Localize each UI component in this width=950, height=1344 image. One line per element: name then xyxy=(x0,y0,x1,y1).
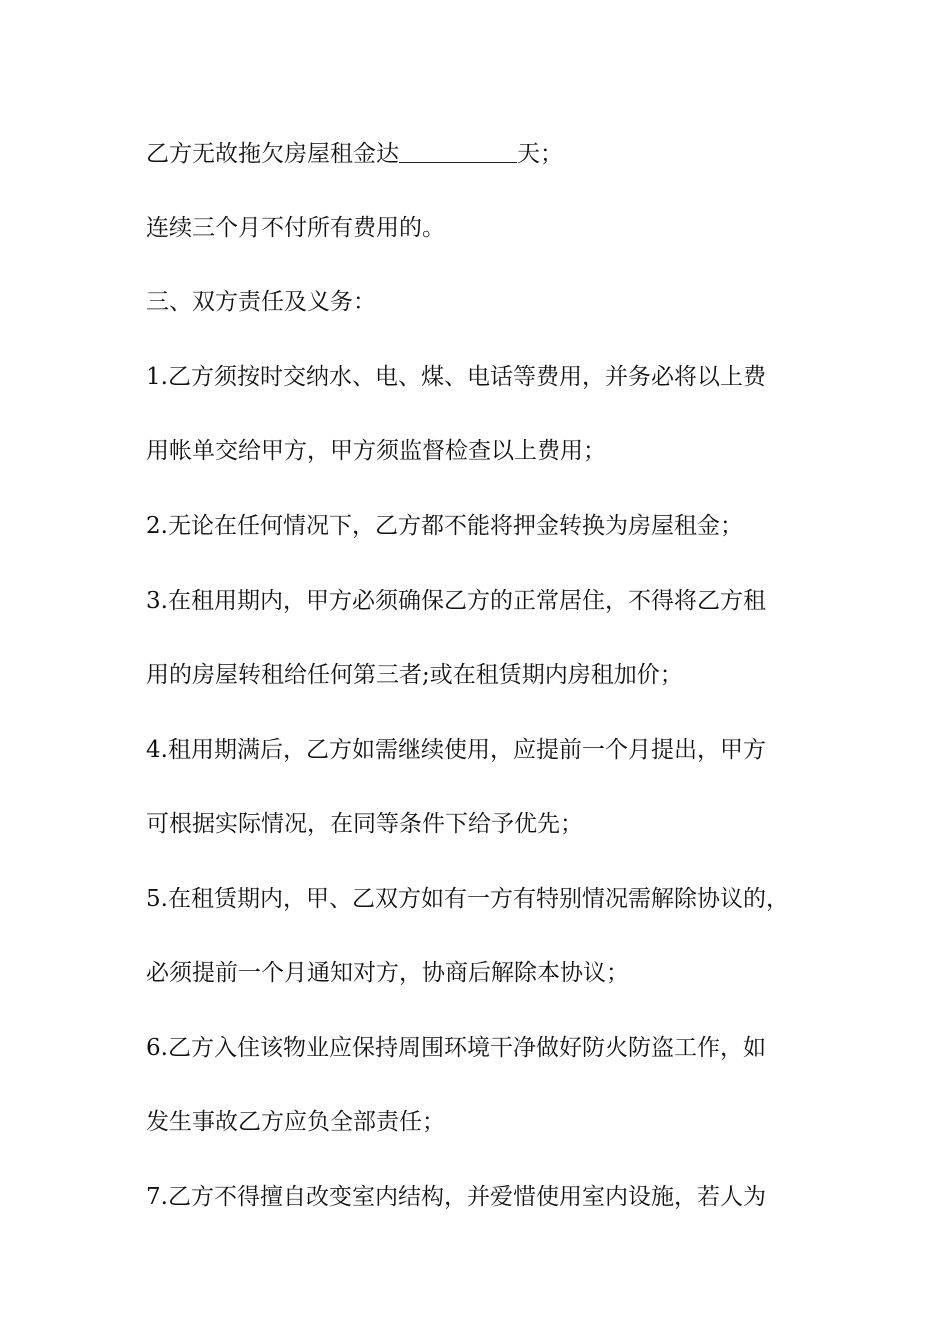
clause-7-line-1: 7.乙方不得擅自改变室内结构，并爱惜使用室内设施，若人为 xyxy=(146,1184,766,1210)
clause-5-line-1: 5.在租赁期内，甲、乙双方如有一方有特别情况需解除协议的， xyxy=(146,886,789,912)
text-line: 连续三个月不付所有费用的。 xyxy=(146,215,445,241)
clause-2-line-1: 2.无论在任何情况下，乙方都不能将押金转换为房屋租金； xyxy=(146,513,743,539)
text-after-blank: 天； xyxy=(517,141,563,167)
clause-6-line-2: 发生事故乙方应负全部责任； xyxy=(146,1109,445,1135)
fill-in-blank xyxy=(399,138,517,163)
clause-1-line-1: 1.乙方须按时交纳水、电、煤、电话等费用，并务必将以上费 xyxy=(146,364,766,390)
text-line-rent-arrears xyxy=(146,134,846,174)
section-heading: 三、双方责任及义务： xyxy=(146,289,376,315)
clause-3-line-1: 3.在租用期内，甲方必须确保乙方的正常居住，不得将乙方租 xyxy=(146,588,766,614)
clause-6-line-1: 6.乙方入住该物业应保持周围环境干净做好防火防盗工作，如 xyxy=(146,1035,766,1061)
clause-4-line-2: 可根据实际情况，在同等条件下给予优先； xyxy=(146,811,583,837)
clause-5-line-2: 必须提前一个月通知对方，协商后解除本协议； xyxy=(146,960,629,986)
text-before-blank: 乙方无故拖欠房屋租金达 xyxy=(146,141,399,167)
clause-3-line-2: 用的房屋转租给任何第三者;或在租赁期内房租加价； xyxy=(146,662,683,688)
clause-4-line-1: 4.租用期满后，乙方如需继续使用，应提前一个月提出，甲方 xyxy=(146,737,766,763)
clause-1-line-2: 用帐单交给甲方，甲方须监督检查以上费用； xyxy=(146,438,606,464)
